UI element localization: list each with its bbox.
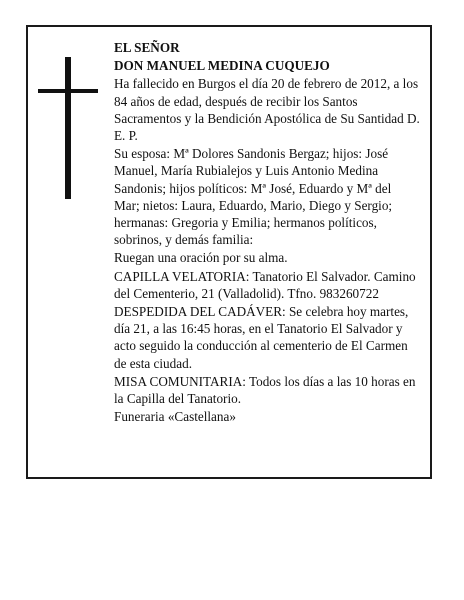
obituary-notice (26, 25, 432, 479)
cross-horizontal-bar (38, 89, 98, 93)
chapel-info: CAPILLA VELATORIA: Tanatorio El Salvador. Camino del Cementerio, 21 (Valladolid). Tfno. 983260722 (114, 268, 416, 301)
cross-icon (38, 57, 98, 199)
funeral-home: Funeraria «Castellana» (114, 409, 236, 425)
notice-title-line2: DON MANUEL MEDINA CUQUEJO (114, 58, 330, 74)
farewell-info: DESPEDIDA DEL CADÁVER: Se celebra hoy martes, día 21, a las 16:45 horas, en el Tanatorio El Salvador y acto seguido la conducción al cementerio de El Carmen de esta ciudad. (114, 304, 409, 371)
cross-vertical-bar (65, 57, 71, 199)
family-list: Su esposa: Mª Dolores Sandonis Bergaz; hijos: José Manuel, María Rubialejos y Luis Antonio Medina Sandonis; hijos políticos: Mª José, Eduardo y Mª del Mar; nietos: Laura, Eduardo, Mario, Diego y Sergio; hermanas: Gregoria y Emilia; hermanos políticos, sobrinos, y demás familia: (114, 146, 393, 248)
notice-content (114, 39, 420, 426)
prayer-request: Ruegan una oración por su alma. (114, 250, 288, 266)
death-announcement: Ha fallecido en Burgos el día 20 de febrero de 2012, a los 84 años de edad, después de recibir los Santos Sacramentos y la Bendición Apostólica de Su Santidad D. E. P. (114, 76, 420, 144)
mass-info: MISA COMUNITARIA: Todos los días a las 10 horas en la Capilla del Tanatorio. (114, 373, 416, 407)
notice-title-line1: EL SEÑOR (114, 40, 180, 55)
